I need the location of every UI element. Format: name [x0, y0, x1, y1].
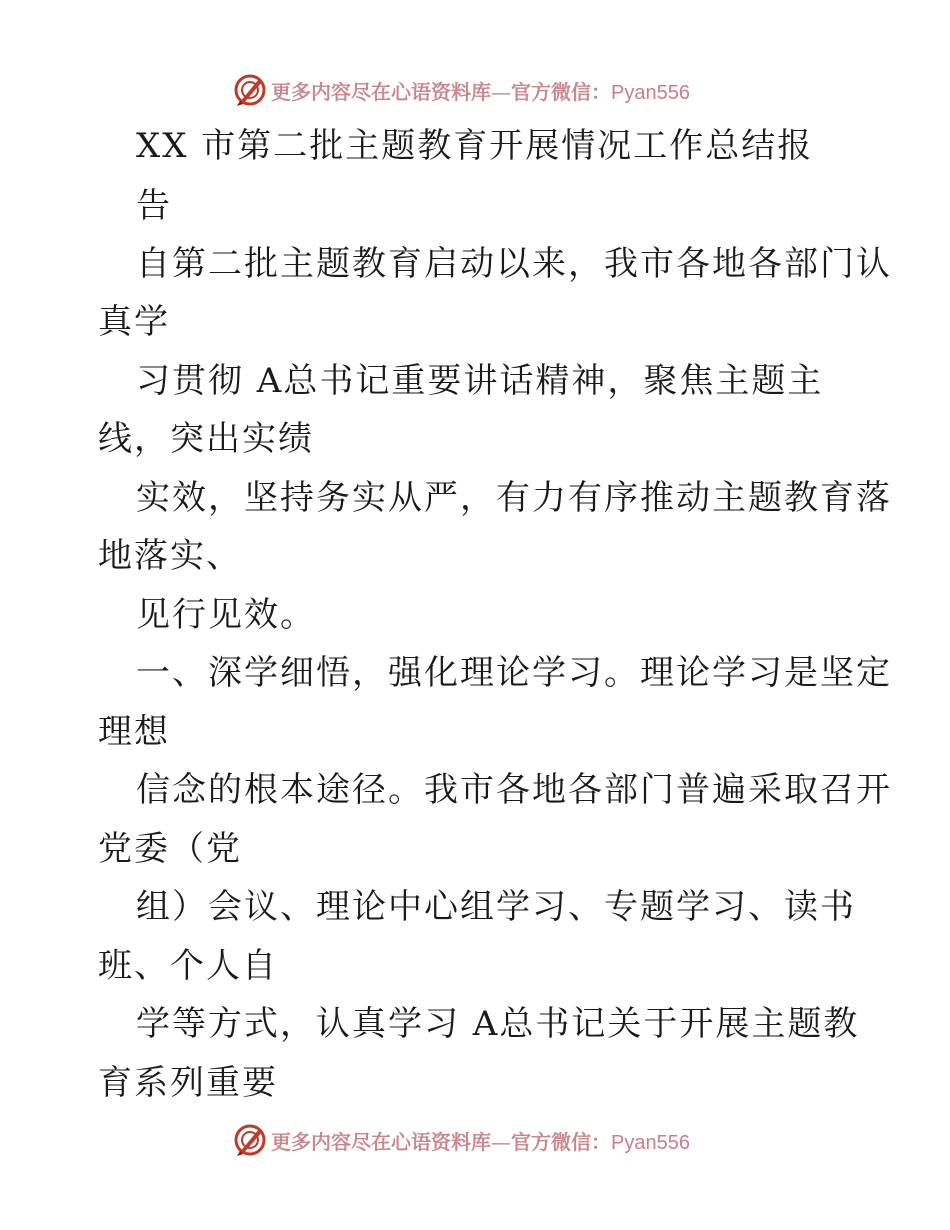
paragraph-line: 见行见效。	[136, 595, 316, 635]
paragraph-line: 党委（党	[98, 829, 242, 869]
pen-logo-icon	[233, 1123, 267, 1157]
paragraph-line: 实效，坚持务实从严，有力有序推动主题教育落	[136, 478, 892, 518]
header-wechat-id: Pyan556	[611, 81, 690, 104]
paragraph-line: 育系列重要	[98, 1063, 278, 1103]
paragraph-line: 班、个人自	[98, 946, 278, 986]
paragraph-line: 自第二批主题教育启动以来，我市各地各部门认	[136, 244, 892, 284]
paragraph-line: 学等方式，认真学习 A总书记关于开展主题教	[136, 1004, 860, 1044]
paragraph-line: 线，突出实绩	[98, 419, 314, 459]
header-separator: —	[491, 79, 511, 104]
footer-separator: —	[491, 1129, 511, 1154]
header-site-text: 更多内容尽在心语资料库	[271, 79, 491, 104]
footer-site-text: 更多内容尽在心语资料库	[271, 1129, 491, 1154]
paragraph-line: 地落实、	[98, 536, 242, 576]
header-wechat-label: 官方微信：	[511, 79, 611, 104]
footer-banner-text	[271, 1126, 690, 1155]
document-title-line: 告	[136, 186, 172, 226]
paragraph-line: 习贯彻 A总书记重要讲话精神，聚焦主题主	[136, 361, 824, 401]
footer-wechat-id: Pyan556	[611, 1131, 690, 1154]
paragraph-line: 组）会议、理论中心组学习、专题学习、读书	[136, 887, 856, 927]
paragraph-line: 理想	[98, 712, 170, 752]
paragraph-line: 信念的根本途径。我市各地各部门普遍采取召开	[136, 770, 892, 810]
paragraph-line: 真学	[98, 302, 170, 342]
footer-wechat-label: 官方微信：	[511, 1129, 611, 1154]
section-heading-line: 一、深学细悟，强化理论学习。理论学习是坚定	[136, 653, 892, 693]
document-title-line: XX 市第二批主题教育开展情况工作总结报	[136, 126, 814, 166]
footer-banner	[233, 1120, 690, 1160]
